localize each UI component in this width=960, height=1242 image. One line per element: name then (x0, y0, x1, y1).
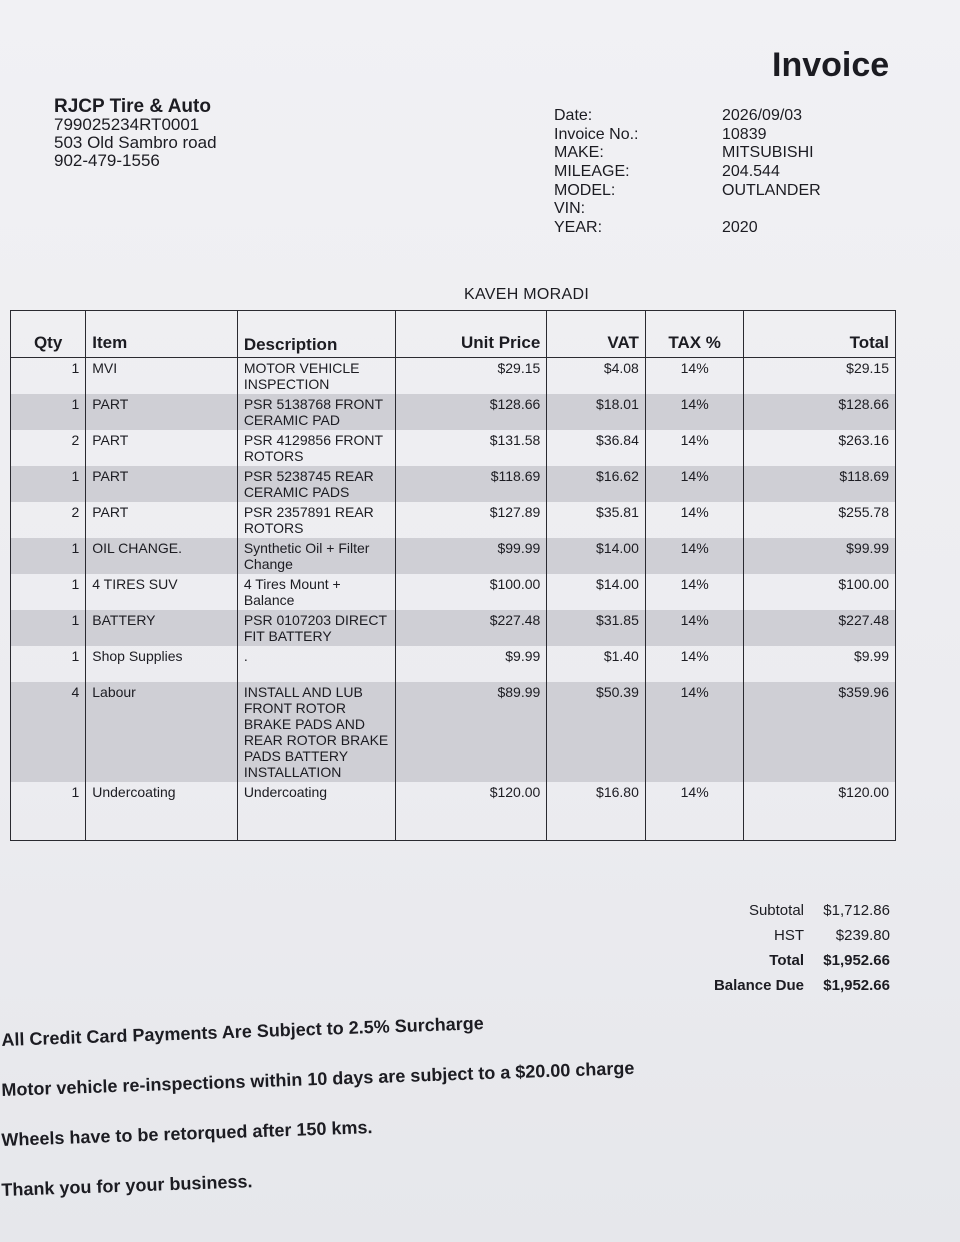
cell-unit-price: $9.99 (395, 646, 547, 682)
summary-label: Total (769, 952, 804, 969)
summary-label: HST (774, 927, 804, 944)
cell-item: 4 TIRES SUV (86, 574, 238, 610)
cell-tax: 14% (645, 466, 744, 502)
cell-vat: $36.84 (547, 430, 646, 466)
meta-row (554, 163, 821, 182)
cell-qty: 1 (11, 466, 86, 502)
cell-item: OIL CHANGE. (86, 538, 238, 574)
meta-row (554, 107, 821, 126)
cell-description: PSR 0107203 DIRECT FIT BATTERY (237, 610, 395, 646)
cell-tax: 14% (645, 502, 744, 538)
invoice-title: Invoice (772, 46, 890, 84)
note-reinspection: Motor vehicle re-inspections within 10 days are subject to a $20.00 charge (1, 1057, 635, 1101)
cell-total: $99.99 (744, 538, 896, 574)
table-row (11, 430, 896, 466)
meta-label: VIN: (554, 200, 586, 218)
cell-total: $359.96 (744, 682, 896, 782)
table-row (11, 646, 896, 682)
cell-tax: 14% (645, 782, 744, 841)
cell-qty: 1 (11, 646, 86, 682)
cell-item: MVI (86, 358, 238, 395)
meta-row (554, 144, 821, 163)
meta-value: 204.544 (722, 163, 780, 181)
table-row (11, 538, 896, 574)
cell-tax: 14% (645, 394, 744, 430)
table-row (11, 610, 896, 646)
table-row (11, 502, 896, 538)
meta-label: MILEAGE: (554, 163, 630, 181)
cell-description: . (237, 646, 395, 682)
cell-tax: 14% (645, 646, 744, 682)
header-item: Item (86, 311, 238, 358)
table-header-row (11, 311, 896, 358)
cell-vat: $4.08 (547, 358, 646, 395)
cell-description: 4 Tires Mount + Balance (237, 574, 395, 610)
cell-vat: $16.62 (547, 466, 646, 502)
cell-item: BATTERY (86, 610, 238, 646)
cell-item: Labour (86, 682, 238, 782)
company-tax-id: 799025234RT0001 (54, 115, 200, 134)
table-row (11, 358, 896, 395)
meta-label: Invoice No.: (554, 125, 639, 143)
cell-qty: 1 (11, 782, 86, 841)
cell-vat: $18.01 (547, 394, 646, 430)
cell-item: PART (86, 394, 238, 430)
cell-unit-price: $127.89 (395, 502, 547, 538)
meta-row (554, 182, 821, 201)
header-total: Total (744, 311, 896, 358)
meta-label: YEAR: (554, 219, 603, 237)
cell-total: $255.78 (744, 502, 896, 538)
table-row (11, 394, 896, 430)
cell-tax: 14% (645, 610, 744, 646)
table-row (11, 574, 896, 610)
cell-unit-price: $131.58 (395, 430, 547, 466)
company-block (54, 98, 217, 170)
invoice-meta (554, 107, 821, 238)
cell-qty: 1 (11, 394, 86, 430)
cell-vat: $14.00 (547, 538, 646, 574)
summary-row (700, 898, 890, 923)
cell-tax: 14% (645, 430, 744, 466)
summary-value: $1,952.66 (823, 952, 890, 969)
cell-tax: 14% (645, 574, 744, 610)
header-tax: TAX % (645, 311, 744, 358)
header-vat: VAT (547, 311, 646, 358)
cell-description: MOTOR VEHICLE INSPECTION (237, 358, 395, 395)
cell-total: $128.66 (744, 394, 896, 430)
summary-label: Balance Due (713, 977, 804, 994)
footer-notes (1, 1013, 635, 1230)
cell-description: INSTALL AND LUB FRONT ROTOR BRAKE PADS AND REAR ROTOR BRAKE PADS BATTERY INSTALLATION (237, 682, 395, 782)
cell-unit-price: $89.99 (395, 682, 547, 782)
line-items-table (10, 310, 896, 841)
summary-row (700, 923, 890, 948)
cell-qty: 2 (11, 502, 86, 538)
cell-unit-price: $227.48 (395, 610, 547, 646)
cell-item: PART (86, 430, 238, 466)
header-description: Description (237, 311, 395, 358)
cell-total: $100.00 (744, 574, 896, 610)
cell-description: Synthetic Oil + Filter Change (237, 538, 395, 574)
cell-description: PSR 5138768 FRONT CERAMIC PAD (237, 394, 395, 430)
summary-value: $1,952.66 (823, 977, 890, 994)
meta-value: 2026/09/03 (722, 107, 803, 124)
table-row (11, 466, 896, 502)
company-name: RJCP Tire & Auto (54, 96, 211, 117)
meta-label: MAKE: (554, 144, 604, 162)
meta-row (554, 126, 821, 145)
company-phone: 902-479-1556 (54, 151, 160, 170)
cell-qty: 1 (11, 610, 86, 646)
cell-description: PSR 2357891 REAR ROTORS (237, 502, 395, 538)
table-row (11, 782, 896, 841)
meta-label: MODEL: (554, 181, 616, 199)
cell-vat: $50.39 (547, 682, 646, 782)
cell-total: $9.99 (744, 646, 896, 682)
meta-label: Date: (554, 107, 593, 124)
cell-qty: 1 (11, 538, 86, 574)
cell-qty: 1 (11, 574, 86, 610)
totals-summary (700, 898, 890, 998)
cell-item: PART (86, 466, 238, 502)
table-row (11, 682, 896, 782)
summary-label: Subtotal (748, 902, 804, 919)
company-address: 503 Old Sambro road (54, 133, 217, 152)
note-thank-you: Thank you for your business. (1, 1171, 253, 1201)
cell-item: Shop Supplies (86, 646, 238, 682)
cell-qty: 1 (11, 358, 86, 395)
header-qty: Qty (11, 311, 86, 358)
meta-value: 2020 (722, 219, 758, 237)
cell-description: PSR 5238745 REAR CERAMIC PADS (237, 466, 395, 502)
summary-row (700, 973, 890, 998)
meta-row (554, 219, 821, 238)
meta-value: MITSUBISHI (722, 144, 814, 162)
cell-unit-price: $99.99 (395, 538, 547, 574)
cell-unit-price: $120.00 (395, 782, 547, 841)
cell-item: Undercoating (86, 782, 238, 841)
note-retorque: Wheels have to be retorqued after 150 kms. (1, 1117, 373, 1151)
cell-description: Undercoating (237, 782, 395, 841)
cell-vat: $16.80 (547, 782, 646, 841)
cell-qty: 2 (11, 430, 86, 466)
note-surcharge: All Credit Card Payments Are Subject to 2.5% Surcharge (1, 1013, 485, 1051)
cell-total: $120.00 (744, 782, 896, 841)
cell-qty: 4 (11, 682, 86, 782)
summary-value: $1,712.86 (823, 902, 890, 919)
cell-vat: $14.00 (547, 574, 646, 610)
table-body (11, 358, 896, 841)
cell-unit-price: $118.69 (395, 466, 547, 502)
summary-row (700, 948, 890, 973)
meta-row (554, 200, 821, 219)
header-unit-price: Unit Price (395, 311, 547, 358)
cell-vat: $31.85 (547, 610, 646, 646)
summary-value: $239.80 (835, 927, 890, 944)
cell-item: PART (86, 502, 238, 538)
cell-unit-price: $100.00 (395, 574, 547, 610)
cell-unit-price: $128.66 (395, 394, 547, 430)
cell-total: $29.15 (744, 358, 896, 395)
cell-tax: 14% (645, 358, 744, 395)
cell-total: $227.48 (744, 610, 896, 646)
customer-name: KAVEH MORADI (464, 286, 590, 303)
cell-description: PSR 4129856 FRONT ROTORS (237, 430, 395, 466)
cell-vat: $1.40 (547, 646, 646, 682)
cell-total: $118.69 (744, 466, 896, 502)
cell-vat: $35.81 (547, 502, 646, 538)
meta-value: OUTLANDER (722, 181, 821, 199)
meta-value: 10839 (722, 125, 767, 143)
cell-total: $263.16 (744, 430, 896, 466)
cell-tax: 14% (645, 538, 744, 574)
cell-tax: 14% (645, 682, 744, 782)
cell-unit-price: $29.15 (395, 358, 547, 395)
